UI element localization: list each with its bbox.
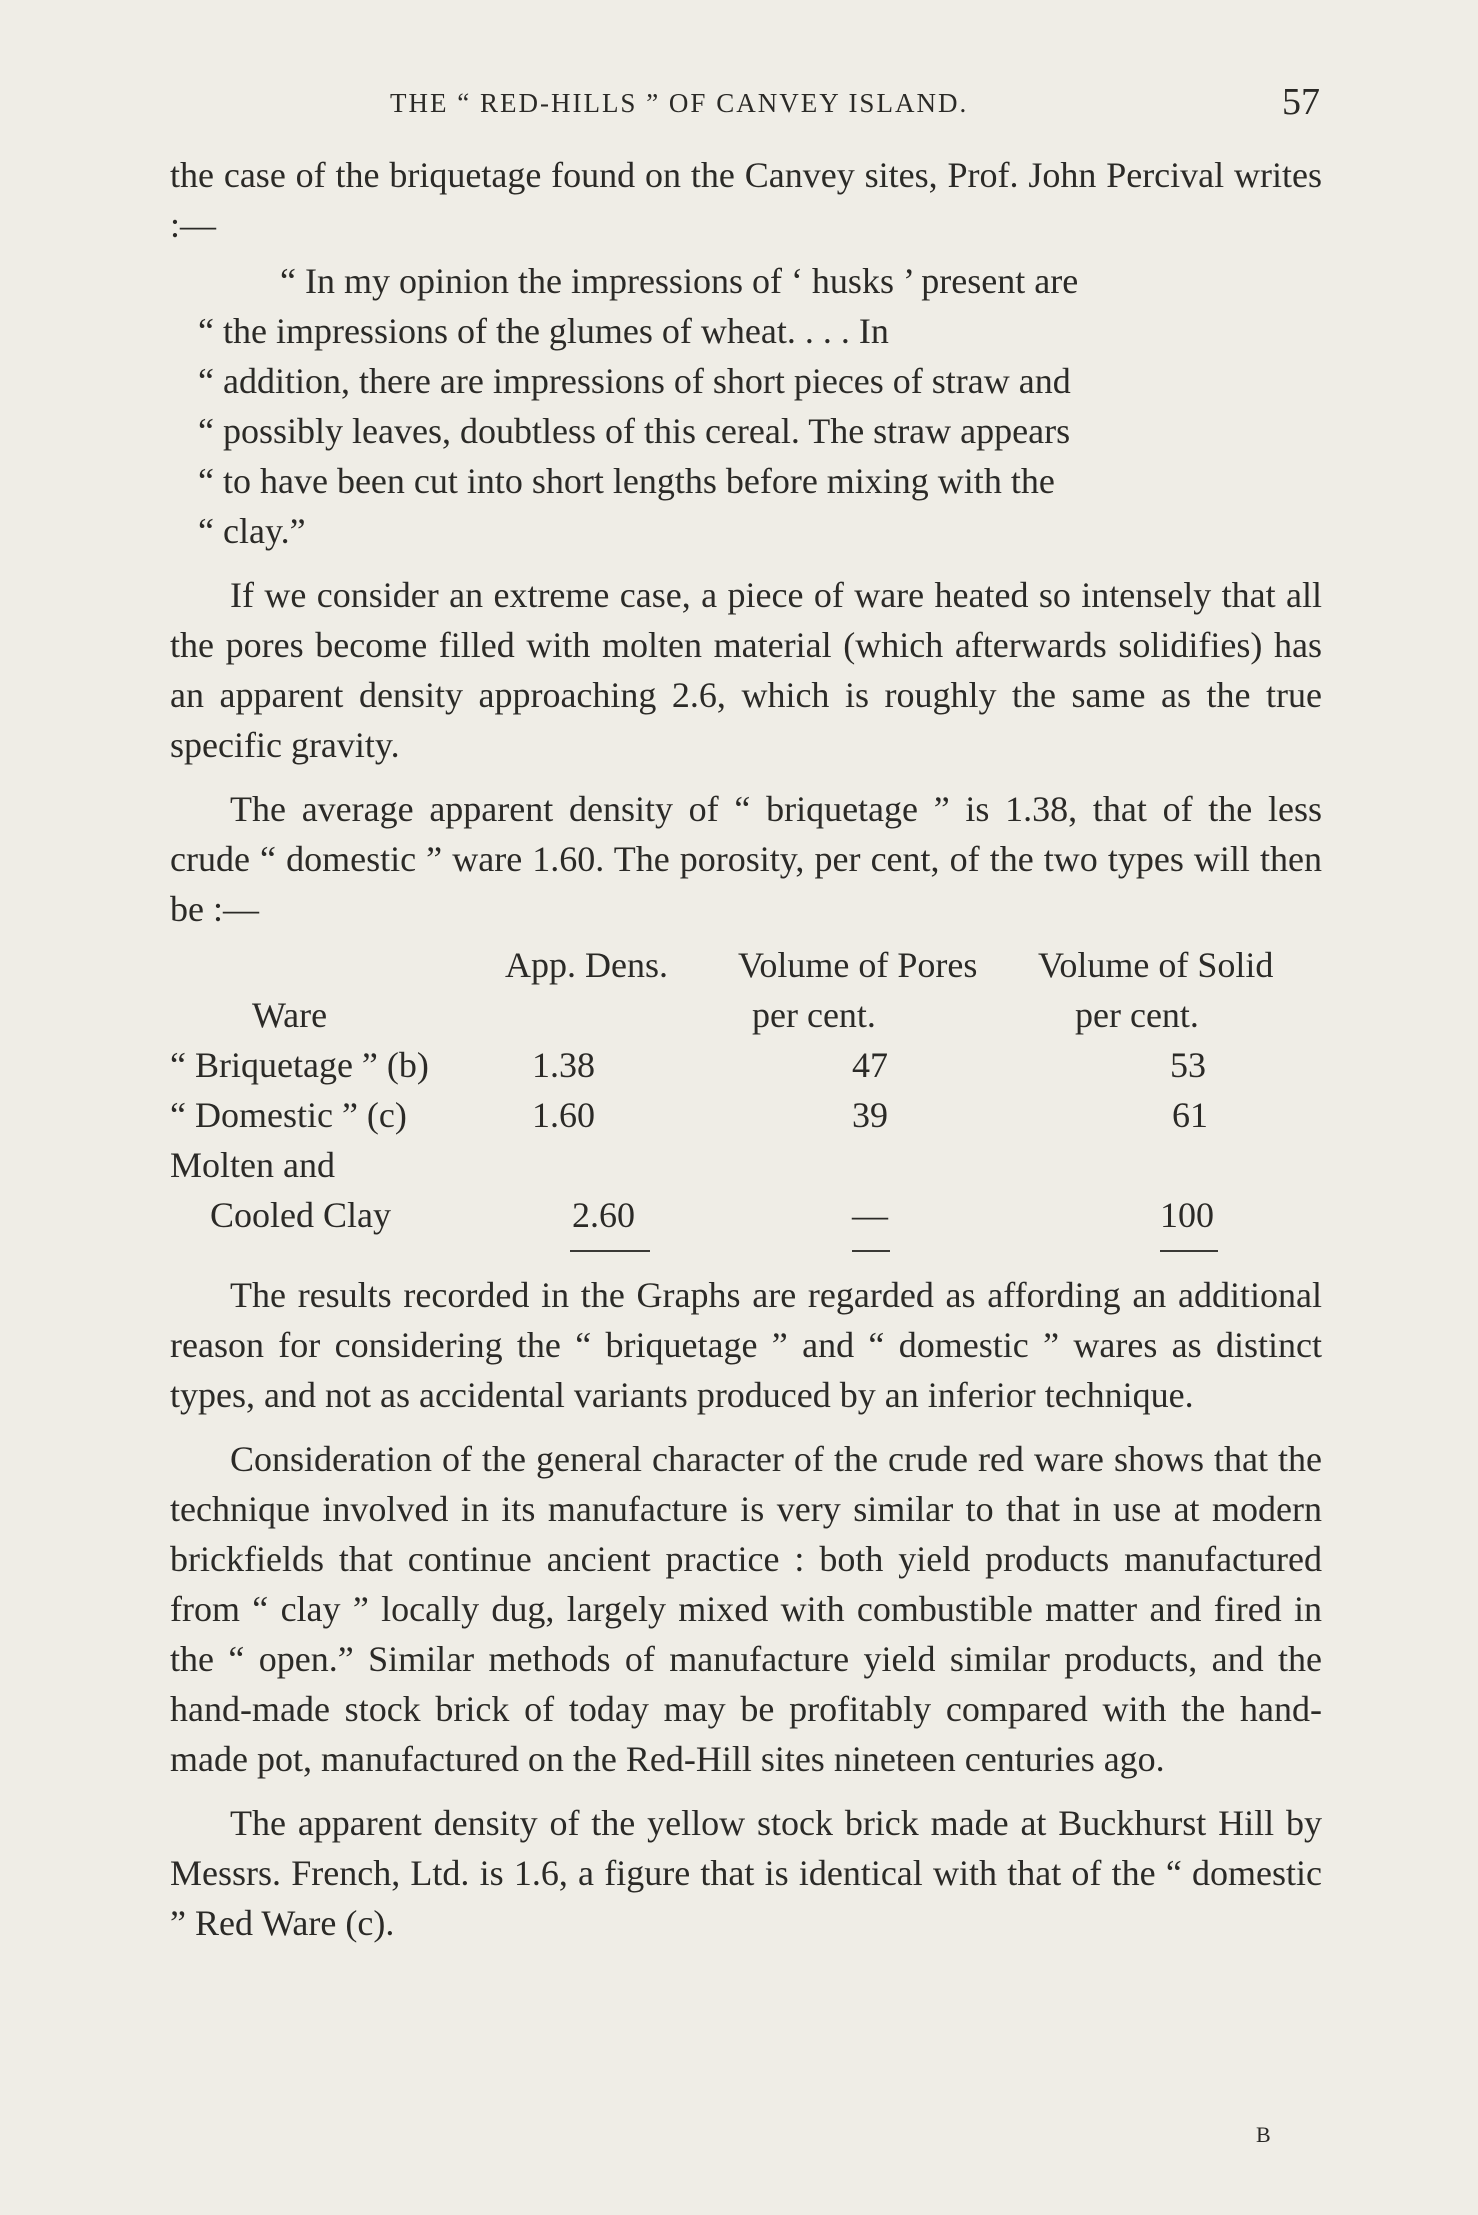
- percival-quote: [170, 256, 1322, 556]
- table-row-solid: 53: [1170, 1045, 1206, 1085]
- quote-line: “ the impressions of the glumes of wheat. . . . In: [198, 311, 889, 351]
- table-row-ware: “ Briquetage ” (b): [170, 1045, 429, 1085]
- average-density-paragraph: The average apparent density of “ briquetage ” is 1.38, that of the less crude “ domestic ” ware 1.60. The porosity, per cent, of the two types will then be :—: [170, 789, 1322, 929]
- table-row-pores: 39: [852, 1095, 888, 1135]
- quote-line: “ addition, there are impressions of short pieces of straw and: [198, 361, 1071, 401]
- quote-line: “ to have been cut into short lengths before mixing with the: [198, 461, 1055, 501]
- quote-line: “ possibly leaves, doubtless of this cereal. The straw appears: [198, 411, 1071, 451]
- extreme-case-paragraph: If we consider an extreme case, a piece of ware heated so intensely that all the pores become filled with molten material (which afterwards solidifies) has an apparent density approaching 2.6, which is roughly the same as the true specific gravity.: [170, 575, 1322, 765]
- col-header-pores: Volume of Pores: [738, 945, 978, 985]
- signature-mark: B: [1256, 2122, 1272, 2147]
- table-row-pores: —: [852, 1195, 888, 1235]
- page-number: 57: [1282, 81, 1320, 123]
- table-total-rule: [570, 1250, 650, 1252]
- col-header-pores-unit: per cent.: [752, 995, 876, 1035]
- table-row-pores: 47: [852, 1045, 888, 1085]
- quote-line: “ clay.”: [198, 511, 306, 551]
- table-row-solid: 100: [1160, 1195, 1214, 1235]
- table-row-dens: 1.38: [532, 1045, 595, 1085]
- table-row-dens: 2.60: [572, 1195, 635, 1235]
- page-header: [170, 78, 1320, 138]
- apparent-density-paragraph: The apparent density of the yellow stock brick made at Buckhurst Hill by Messrs. French, Ltd. is 1.6, a figure that is identical with that of the “ domestic ” Red Ware (c).: [170, 1803, 1322, 1943]
- intro-paragraph: the case of the briquetage found on the Canvey sites, Prof. John Percival writes :—: [170, 155, 1322, 245]
- table-row-solid: 61: [1172, 1095, 1208, 1135]
- table-total-rule: [1160, 1250, 1218, 1252]
- body-text: [170, 150, 1322, 1948]
- col-header-solid: Volume of Solid: [1038, 945, 1274, 985]
- col-header-ware: Ware: [252, 995, 328, 1035]
- col-header-solid-unit: per cent.: [1075, 995, 1199, 1035]
- table-total-rule: [852, 1250, 890, 1252]
- table-row-ware-cont: Cooled Clay: [210, 1195, 391, 1235]
- quote-line: “ In my opinion the impressions of ‘ husks ’ present are: [280, 261, 1079, 301]
- table-row-dens: 1.60: [532, 1095, 595, 1135]
- table-row-ware: “ Domestic ” (c): [170, 1095, 407, 1135]
- running-head: THE “ RED-HILLS ” OF CANVEY ISLAND.: [390, 88, 969, 118]
- consideration-paragraph: Consideration of the general character of the crude red ware shows that the technique involved in its manufacture is very similar to that in use at modern brickfields that continue ancient practice : both yield products manufactured from “ clay ” locally dug, largely mixed with combustible matter and fired in the “ open.” Similar methods of manufacture yield similar products, and the hand-made stock brick of today may be profitably compared with the hand-made pot, manufactured on the Red-Hill sites nineteen centuries ago.: [170, 1439, 1322, 1779]
- table-row-ware: Molten and: [170, 1145, 335, 1185]
- porosity-table: [170, 940, 1322, 1270]
- results-paragraph: The results recorded in the Graphs are regarded as affording an additional reason for considering the “ briquetage ” and “ domestic ” wares as distinct types, and not as accidental variants produced by an inferior technique.: [170, 1275, 1322, 1415]
- col-header-dens: App. Dens.: [505, 945, 668, 985]
